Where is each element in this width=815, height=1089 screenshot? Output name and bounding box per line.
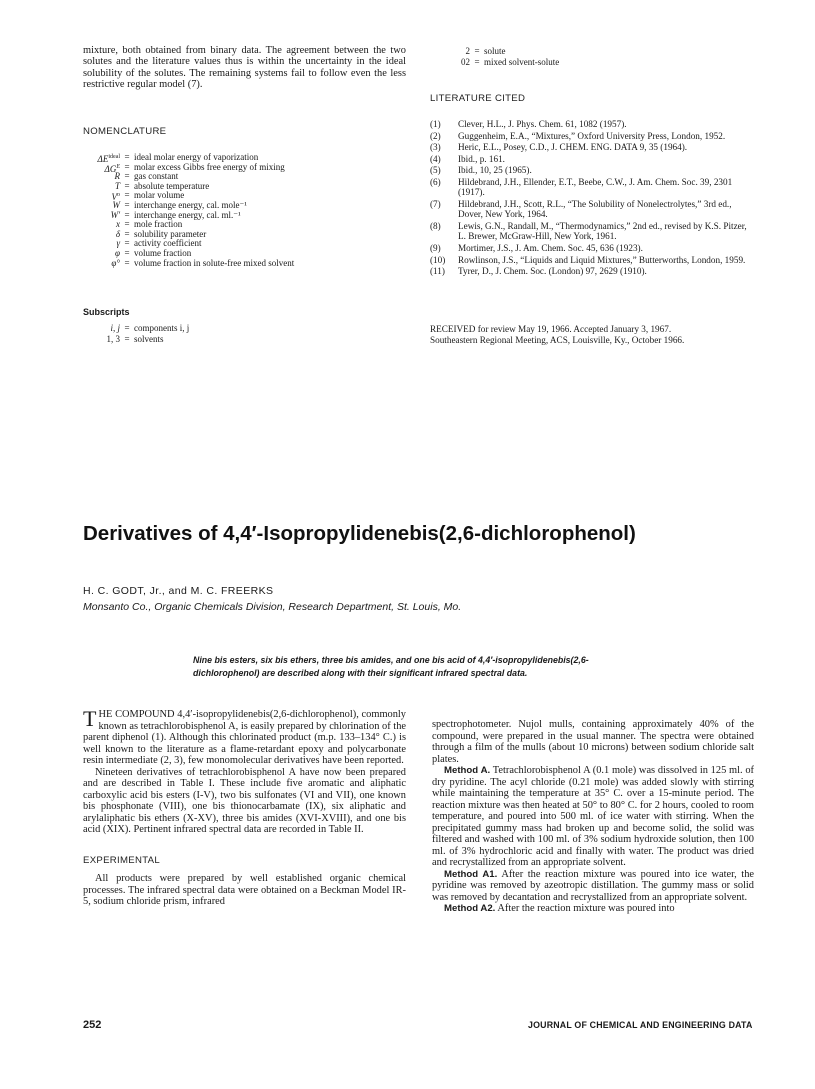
subscripts-list	[70, 324, 410, 345]
top-left-column	[83, 45, 406, 91]
nomenclature-item: $V^o$ = molar volume	[111, 190, 185, 203]
article-authors: H. C. GODT, Jr., and M. C. FREERKS	[83, 585, 274, 597]
body-left-column	[83, 706, 406, 908]
nomenclature-item: R = gas constant	[114, 171, 179, 182]
method-a2-paragraph: Method A2. After the reaction mixture was poured into	[444, 903, 675, 914]
method-a2-label: Method A2.	[444, 903, 496, 914]
subscript-item: 02 = mixed solvent-solute	[461, 56, 560, 67]
nomenclature-item: δ = solubility parameter	[115, 228, 207, 239]
nomenclature-item: $\Delta E^{ideal}$ = ideal molar energy of vaporization	[97, 152, 259, 164]
meeting-line: Southeastern Regional Meeting, ACS, Louisville, Ky., October 1966.	[430, 335, 685, 345]
subscript-item: i, j = components i, j	[110, 323, 190, 333]
literature-item: (8) Lewis, G.N., Randall, M., “Thermodynamics,” 2nd ed., revised by K.S. Pitzer, L. Brewer, McGraw-Hill, New York, 1961.	[430, 220, 747, 242]
subscripts-continued	[420, 47, 760, 69]
nomenclature-item: W' = interchange energy, cal. ml.⁻¹	[110, 209, 241, 220]
method-a-label: Method A.	[444, 765, 491, 776]
literature-item: (9) Mortimer, J.S., J. Am. Chem. Soc. 45, 636 (1923).	[430, 242, 643, 253]
literature-heading: LITERATURE CITED	[430, 93, 526, 104]
method-a1-label: Method A1.	[444, 868, 498, 880]
subscript-item: 2 = solute	[465, 46, 506, 56]
article-title: Derivatives of 4,4′-Isopropylidenebis(2,6-dichlorophenol)	[83, 522, 636, 545]
nomenclature-heading: NOMENCLATURE	[83, 126, 167, 137]
intro-paragraph-1: THE COMPOUND 4,4′-isopropylidenebis(2,6-dichlorophenol), commonly known as tetrachlorobisphenol A, is easily prepared by chlorination of the parent diphenol (1). Although this chlorinated product (m.p. 133–134° C.) is well known to the literature as a flame-retardant epoxy and polycarbonate resin intermediate (2, 3), few monomolecular derivatives have been reported.	[83, 706, 406, 766]
nomenclature-item: T = absolute temperature	[114, 180, 210, 191]
subscript-item: 1, 3 = solvents	[106, 333, 164, 344]
nomenclature-item: φ = volume fraction	[115, 247, 192, 258]
literature-item: (6) Hildebrand, J.H., Ellender, E.T., Beebe, C.W., J. Am. Chem. Soc. 39, 2301 (1917).	[430, 176, 733, 198]
received-line: RECEIVED for review May 19, 1966. Accepted January 3, 1967.	[430, 324, 672, 334]
drop-cap: T	[83, 706, 97, 731]
article-abstract: Nine bis esters, six bis ethers, three bis amides, and one bis acid of 4,4′-isopropylidenebis(2,6-dichlorophenol) are described along with their significant infrared spectral data.	[193, 655, 589, 679]
continued-paragraph: mixture, both obtained from binary data. The agreement between the two solutes and the literature values thus is within the uncertainty in the ideal solubility of the solutes. The remaining systems fail to follow even the less restrictive regular model (7).	[83, 45, 406, 91]
method-a1-paragraph: Method A1. After the reaction mixture was poured into ice water, the pyridine was removed by azeotropic distillation. The gummy mass or solid was removed by decantation and recrystallized from an appropriate solvent.	[432, 868, 755, 903]
literature-list	[430, 119, 754, 278]
nomenclature-item: γ = activity coefficient	[116, 238, 202, 249]
intro-paragraph-2: Nineteen derivatives of tetrachlorobisphenol A have now been prepared and are described in Table I. These include five aromatic and aliphatic carboxylic acid bis esters (I-V), two bis sulfonates (VI and VII), one known bis phosphonate (VIII), one bis thionocarbamate (IX), six aliphatic and arylaliphatic bis ethers (X-XV), three bis amides (XVI-XVIII), and one bis acid (XIX). Pertinent infrared spectral data are recorded in Table II.	[83, 766, 406, 835]
article-affiliation: Monsanto Co., Organic Chemicals Division, Research Department, St. Louis, Mo.	[83, 601, 462, 613]
subscripts-heading: Subscripts	[83, 307, 130, 317]
nomenclature-item: W = interchange energy, cal. mole⁻¹	[112, 199, 247, 210]
experimental-heading: EXPERIMENTAL	[83, 854, 160, 866]
nomenclature-item: x = mole fraction	[116, 219, 183, 230]
literature-item: (1) Clever, H.L., J. Phys. Chem. 61, 1082 (1957).	[430, 119, 627, 129]
literature-item: (3) Heric, E.L., Posey, C.D., J. CHEM. ENG. DATA 9, 35 (1964).	[430, 142, 688, 153]
nomenclature-list	[70, 153, 410, 268]
body-right-column	[432, 719, 754, 915]
nomenclature-item: $\Delta G^E$ = molar excess Gibbs free energy of mixing	[104, 161, 285, 174]
literature-item: (5) Ibid., 10, 25 (1965).	[430, 165, 532, 176]
method-a-paragraph: Method A. Tetrachlorobisphenol A (0.1 mole) was dissolved in 125 ml. of dry pyridine. The acyl chloride (0.21 mole) was added slowly with stirring while maintaining the temperature at 35° C. over a 15-minute period. The reaction mixture was then heated at 50° to 80° C. for 2 hours, cooled to room temperature, and poured into 500 ml. of ice water with stirring. When the precipitated gummy mass had broken up and become solid, the solid was filtered and washed with 100 ml. of 3% sodium hydroxide solution, then 100 ml. of 3% hydrochloric acid and finally with water. The product was dried and recrystallized from an appropriate solvent.	[432, 765, 754, 868]
page-number: 252	[83, 1019, 102, 1031]
literature-item: (10) Rowlinson, J.S., “Liquids and Liquid Mixtures,” Butterworths, London, 1959.	[430, 254, 746, 265]
spectra-paragraph: spectrophotometer. Nujol mulls, containing approximately 40% of the compound, were prepared in the usual manner. The spectra were obtained through a film of the mulls (about 10 microns) between sodium chloride salt plates.	[432, 719, 754, 765]
experimental-paragraph: All products were prepared by well established organic chemical processes. The infrared spectral data were obtained on a Beckman Model IR-5, sodium chloride prism, infrared	[83, 873, 406, 907]
nomenclature-item: φ° = volume fraction in solute-free mixed solvent	[111, 257, 295, 268]
literature-item: (2) Guggenheim, E.A., “Mixtures,” Oxford University Press, London, 1952.	[430, 130, 726, 141]
journal-name: JOURNAL OF CHEMICAL AND ENGINEERING DATA	[528, 1020, 753, 1030]
received-note	[430, 324, 760, 346]
literature-item: (7) Hildebrand, J.H., Scott, R.L., “The Solubility of Nonelectrolytes,” 3rd ed., Dover, New York, 1964.	[430, 198, 732, 220]
literature-item: (11) Tyrer, D., J. Chem. Soc. (London) 97, 2629 (1910).	[430, 266, 647, 277]
literature-item: (4) Ibid., p. 161.	[430, 153, 505, 164]
